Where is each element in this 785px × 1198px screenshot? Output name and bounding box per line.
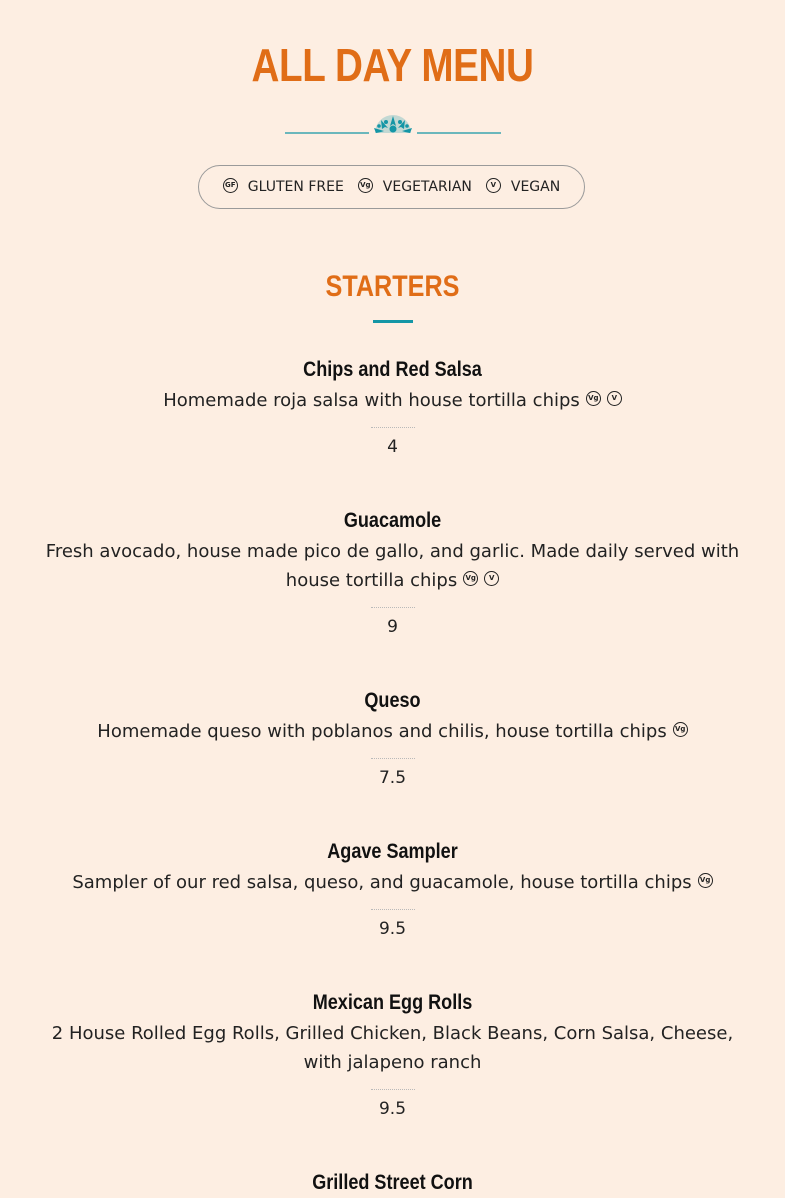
item-name: Mexican Egg Rolls (312, 991, 473, 1014)
item-divider (371, 427, 415, 428)
item-divider (371, 758, 415, 759)
item-price: 9.5 (378, 1099, 407, 1119)
item-description: Homemade queso with poblanos and chilis, house tortilla chips Vg (0, 717, 785, 746)
item-description: 2 House Rolled Egg Rolls, Grilled Chicken, Black Beans, Corn Salsa, Cheese, with jalapeno ranch (51, 1023, 734, 1073)
item-divider (371, 1089, 415, 1090)
legend-vegetarian (358, 179, 472, 195)
gluten-free-icon: GF (223, 178, 238, 193)
vegetarian-icon: Vg (698, 873, 713, 888)
item-price: 7.5 (378, 768, 407, 788)
section-title: STARTERS (325, 270, 460, 303)
legend-vegan (486, 179, 560, 195)
legend-gluten-free (223, 179, 344, 195)
vegan-icon: V (486, 178, 501, 193)
menu-item (0, 506, 785, 637)
menu-item (0, 988, 785, 1119)
item-divider (371, 909, 415, 910)
legend-label: VEGETARIAN (382, 179, 472, 195)
item-name: Agave Sampler (327, 840, 458, 863)
item-name: Grilled Street Corn (312, 1171, 473, 1194)
menu-item (0, 686, 785, 788)
dietary-legend (198, 165, 585, 209)
vegan-icon: V (607, 391, 622, 406)
item-description: Sampler of our red salsa, queso, and guacamole, house tortilla chips Vg (0, 868, 785, 897)
menu-item (0, 1168, 785, 1198)
menu-title: ALL DAY MENU (251, 39, 534, 91)
section-underline (373, 320, 413, 323)
ornament-divider-icon (283, 112, 503, 138)
item-description: Fresh avocado, house made pico de gallo, and garlic. Made daily served with house tortilla chips Vg V (45, 541, 740, 591)
item-name: Guacamole (343, 509, 442, 532)
vegetarian-icon: Vg (463, 571, 478, 586)
item-name: Queso (364, 689, 421, 712)
legend-label: VEGAN (510, 179, 561, 195)
vegan-icon: V (484, 571, 499, 586)
item-price: 9 (387, 617, 398, 637)
vegetarian-icon: Vg (358, 178, 373, 193)
item-description: Homemade roja salsa with house tortilla chips Vg V (0, 386, 785, 415)
item-price: 4 (387, 437, 398, 457)
menu-item (0, 355, 785, 457)
legend-label: GLUTEN FREE (247, 179, 344, 195)
item-divider (371, 607, 415, 608)
vegetarian-icon: Vg (673, 722, 688, 737)
item-price: 9.5 (378, 919, 407, 939)
vegetarian-icon: Vg (586, 391, 601, 406)
menu-item (0, 837, 785, 939)
item-name: Chips and Red Salsa (303, 358, 482, 381)
